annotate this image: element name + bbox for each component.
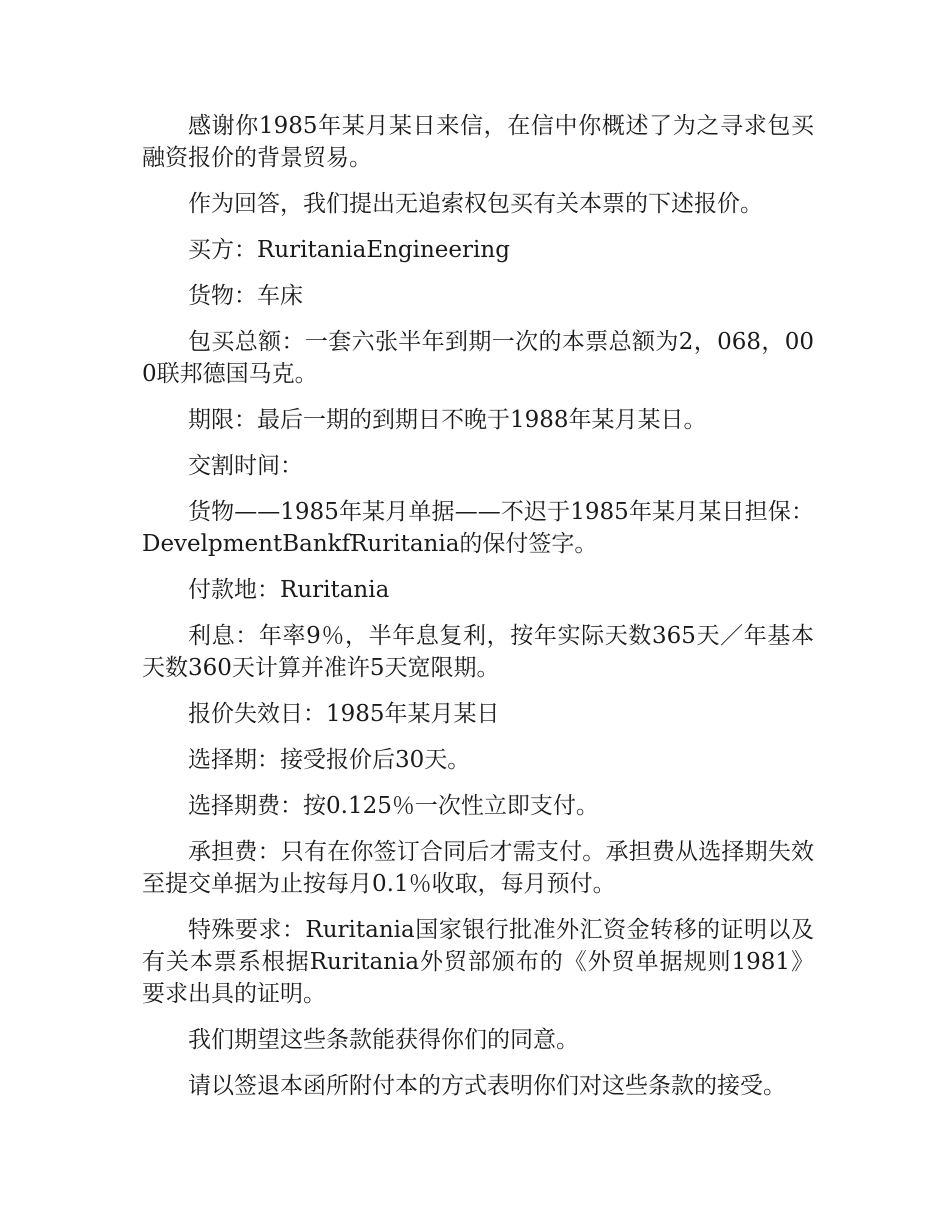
paragraph-goods-documents: 货物——1985年某月单据——不迟于1985年某月某日担保：DevelpmentBankfRuritania的保付签字。 <box>142 499 814 557</box>
paragraph-offer-expiry: 报价失效日：1985年某月某日 <box>188 701 500 727</box>
paragraph-total-amount: 包买总额：一套六张半年到期一次的本票总额为2，068，000联邦德国马克。 <box>142 329 814 387</box>
paragraph-thanks: 感谢你1985年某月某日来信，在信中你概述了为之寻求包买融资报价的背景贸易。 <box>142 113 814 171</box>
paragraph-commitment-fee: 承担费：只有在你签订合同后才需支付。承担费从选择期失效至提交单据为止按每月0.1％收取，每月预付。 <box>142 839 814 897</box>
paragraph-term: 期限：最后一期的到期日不晚于1988年某月某日。 <box>188 407 707 433</box>
paragraph-delivery-time: 交割时间： <box>188 453 303 479</box>
paragraph-goods: 货物：车床 <box>188 283 303 309</box>
paragraph-place-of-payment: 付款地：Ruritania <box>188 577 390 603</box>
paragraph-interest: 利息：年率9％，半年息复利，按年实际天数365天／年基本天数360天计算并准许5天宽限期。 <box>142 623 814 681</box>
paragraph-buyer: 买方：RuritaniaEngineering <box>188 237 510 263</box>
paragraph-option-fee: 选择期费：按0.125％一次性立即支付。 <box>188 793 599 819</box>
letter-body <box>142 110 814 1116</box>
paragraph-special-requirements: 特殊要求：Ruritania国家银行批准外汇资金转移的证明以及有关本票系根据Ruritania外贸部颁布的《外贸单据规则1981》要求出具的证明。 <box>142 917 814 1007</box>
paragraph-acceptance-request: 请以签退本函所附付本的方式表明你们对这些条款的接受。 <box>188 1073 786 1099</box>
paragraph-option-period: 选择期：接受报价后30天。 <box>188 747 471 773</box>
paragraph-offer-intro: 作为回答，我们提出无追索权包买有关本票的下述报价。 <box>188 191 763 217</box>
paragraph-hope-agreement: 我们期望这些条款能获得你们的同意。 <box>188 1027 579 1053</box>
